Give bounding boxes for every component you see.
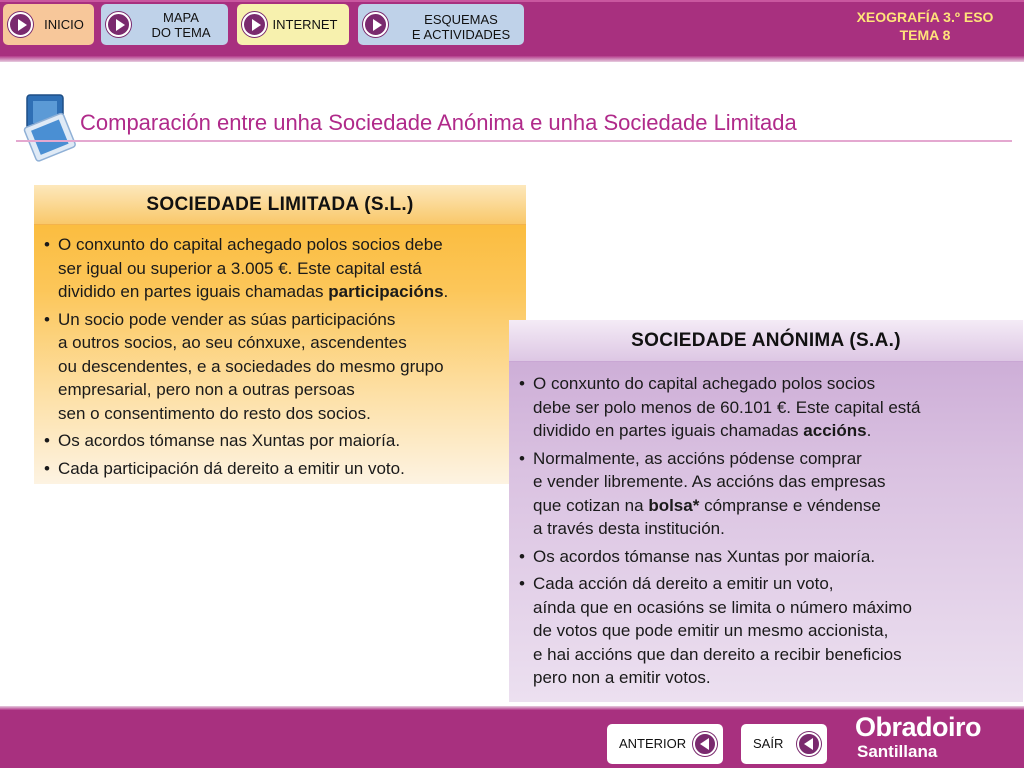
text-line: pero non a emitir votos. xyxy=(533,668,711,687)
list-item xyxy=(519,545,1019,569)
play-icon xyxy=(106,12,131,37)
play-icon xyxy=(363,12,388,37)
text-fragment: . xyxy=(443,282,449,301)
internet-button[interactable] xyxy=(237,4,349,45)
text-fragment: dividido en partes iguais chamadas xyxy=(533,421,804,440)
list-item xyxy=(44,429,520,453)
inicio-label: INICIO xyxy=(44,17,84,32)
page-title: Comparación entre unha Sociedade Anónima e unha Sociedade Limitada xyxy=(80,110,797,135)
text-fragment: cómpranse e véndense xyxy=(699,495,881,515)
mapa-do-tema-label: MAPA DO TEMA xyxy=(151,10,211,40)
back-arrow-icon xyxy=(797,732,821,756)
bottom-bar-shine xyxy=(0,706,1024,710)
play-icon xyxy=(8,12,33,37)
list-item xyxy=(44,308,520,426)
text-fragment: dividido en partes iguais chamadas xyxy=(58,282,329,301)
text-line xyxy=(58,280,520,304)
text-line: debe ser polo menos de 60.101 €. Este capital está xyxy=(533,397,921,417)
text-line: • Cada acción dá dereito a emitir un voto, xyxy=(533,574,834,593)
text-fragment: . xyxy=(866,421,872,440)
text-line: de votos que pode emitir un mesmo accionista, xyxy=(533,621,889,640)
back-arrow-icon xyxy=(693,732,717,756)
obradoiro-santillana-logo xyxy=(855,712,981,762)
text-line: ser igual ou superior a 3.005 €. Este capital está xyxy=(58,258,422,278)
text-line: a outros socios, ao seu cónxuxe, ascendentes xyxy=(58,333,407,352)
brand-line-1: Obradoiro xyxy=(855,712,982,742)
text-line: • Cada participación dá dereito a emitir un voto. xyxy=(58,458,405,478)
anterior-label: ANTERIOR xyxy=(619,736,687,751)
list-item xyxy=(519,447,1019,541)
text-line: • Os acordos tómanse nas Xuntas por maioría. xyxy=(533,546,876,566)
sl-body xyxy=(44,233,520,484)
text-fragment: que cotizan na xyxy=(533,495,649,515)
text-line: • O conxunto do capital achegado polos socios debe xyxy=(58,235,443,254)
bold-term: participacións xyxy=(328,282,444,301)
sl-heading: SOCIEDADE LIMITADA (S.L.) xyxy=(34,185,526,225)
top-bar xyxy=(0,0,1024,56)
list-item xyxy=(519,372,1019,443)
esquemas-e-actividades-button[interactable] xyxy=(358,4,524,45)
text-line: empresarial, pero non a outras persoas xyxy=(58,380,355,399)
sociedade-anonima-panel xyxy=(509,320,1023,702)
text-line: a través desta institución. xyxy=(533,519,725,538)
list-item xyxy=(519,572,1019,690)
esquemas-e-actividades-label: ESQUEMAS E ACTIVIDADES xyxy=(411,12,511,42)
bold-term: accións xyxy=(803,421,867,440)
internet-label: INTERNET xyxy=(272,17,338,32)
sa-body xyxy=(519,372,1019,694)
mapa-do-tema-button[interactable] xyxy=(101,4,228,45)
text-line: e vender libremente. As accións das empresas xyxy=(533,472,886,491)
book-pages-icon xyxy=(20,93,80,165)
top-bar-shine xyxy=(0,0,1024,2)
course-label: XEOGRAFÍA 3.º ESO TEMA 8 xyxy=(856,9,994,43)
text-line xyxy=(533,419,1019,443)
sa-heading: SOCIEDADE ANÓNIMA (S.A.) xyxy=(509,320,1023,362)
title-divider xyxy=(16,140,1012,142)
text-line: aínda que en ocasións se limita o número máximo xyxy=(533,597,912,617)
text-line: e hai accións que dan dereito a recibir beneficios xyxy=(533,644,902,664)
text-line: ou descendentes, e a sociedades do mesmo grupo xyxy=(58,356,444,376)
inicio-button[interactable] xyxy=(3,4,94,45)
text-line: sen o consentimento do resto dos socios. xyxy=(58,403,371,423)
anterior-button[interactable] xyxy=(607,724,723,764)
text-line: • O conxunto do capital achegado polos socios xyxy=(533,374,876,393)
sair-label: SAÍR xyxy=(753,736,784,751)
sociedade-limitada-panel xyxy=(34,185,526,484)
text-line xyxy=(533,494,1019,518)
play-icon xyxy=(242,12,267,37)
text-line: • Os acordos tómanse nas Xuntas por maioría. xyxy=(58,431,401,450)
list-item xyxy=(44,233,520,304)
text-line: • Normalmente, as accións pódense comprar xyxy=(533,448,862,468)
text-line: • Un socio pode vender as súas participacións xyxy=(58,309,396,329)
top-bar-gradient xyxy=(0,56,1024,62)
list-item xyxy=(44,457,520,481)
bold-term: bolsa* xyxy=(648,495,700,515)
sair-button[interactable] xyxy=(741,724,827,764)
brand-line-2: Santillana xyxy=(857,742,938,761)
